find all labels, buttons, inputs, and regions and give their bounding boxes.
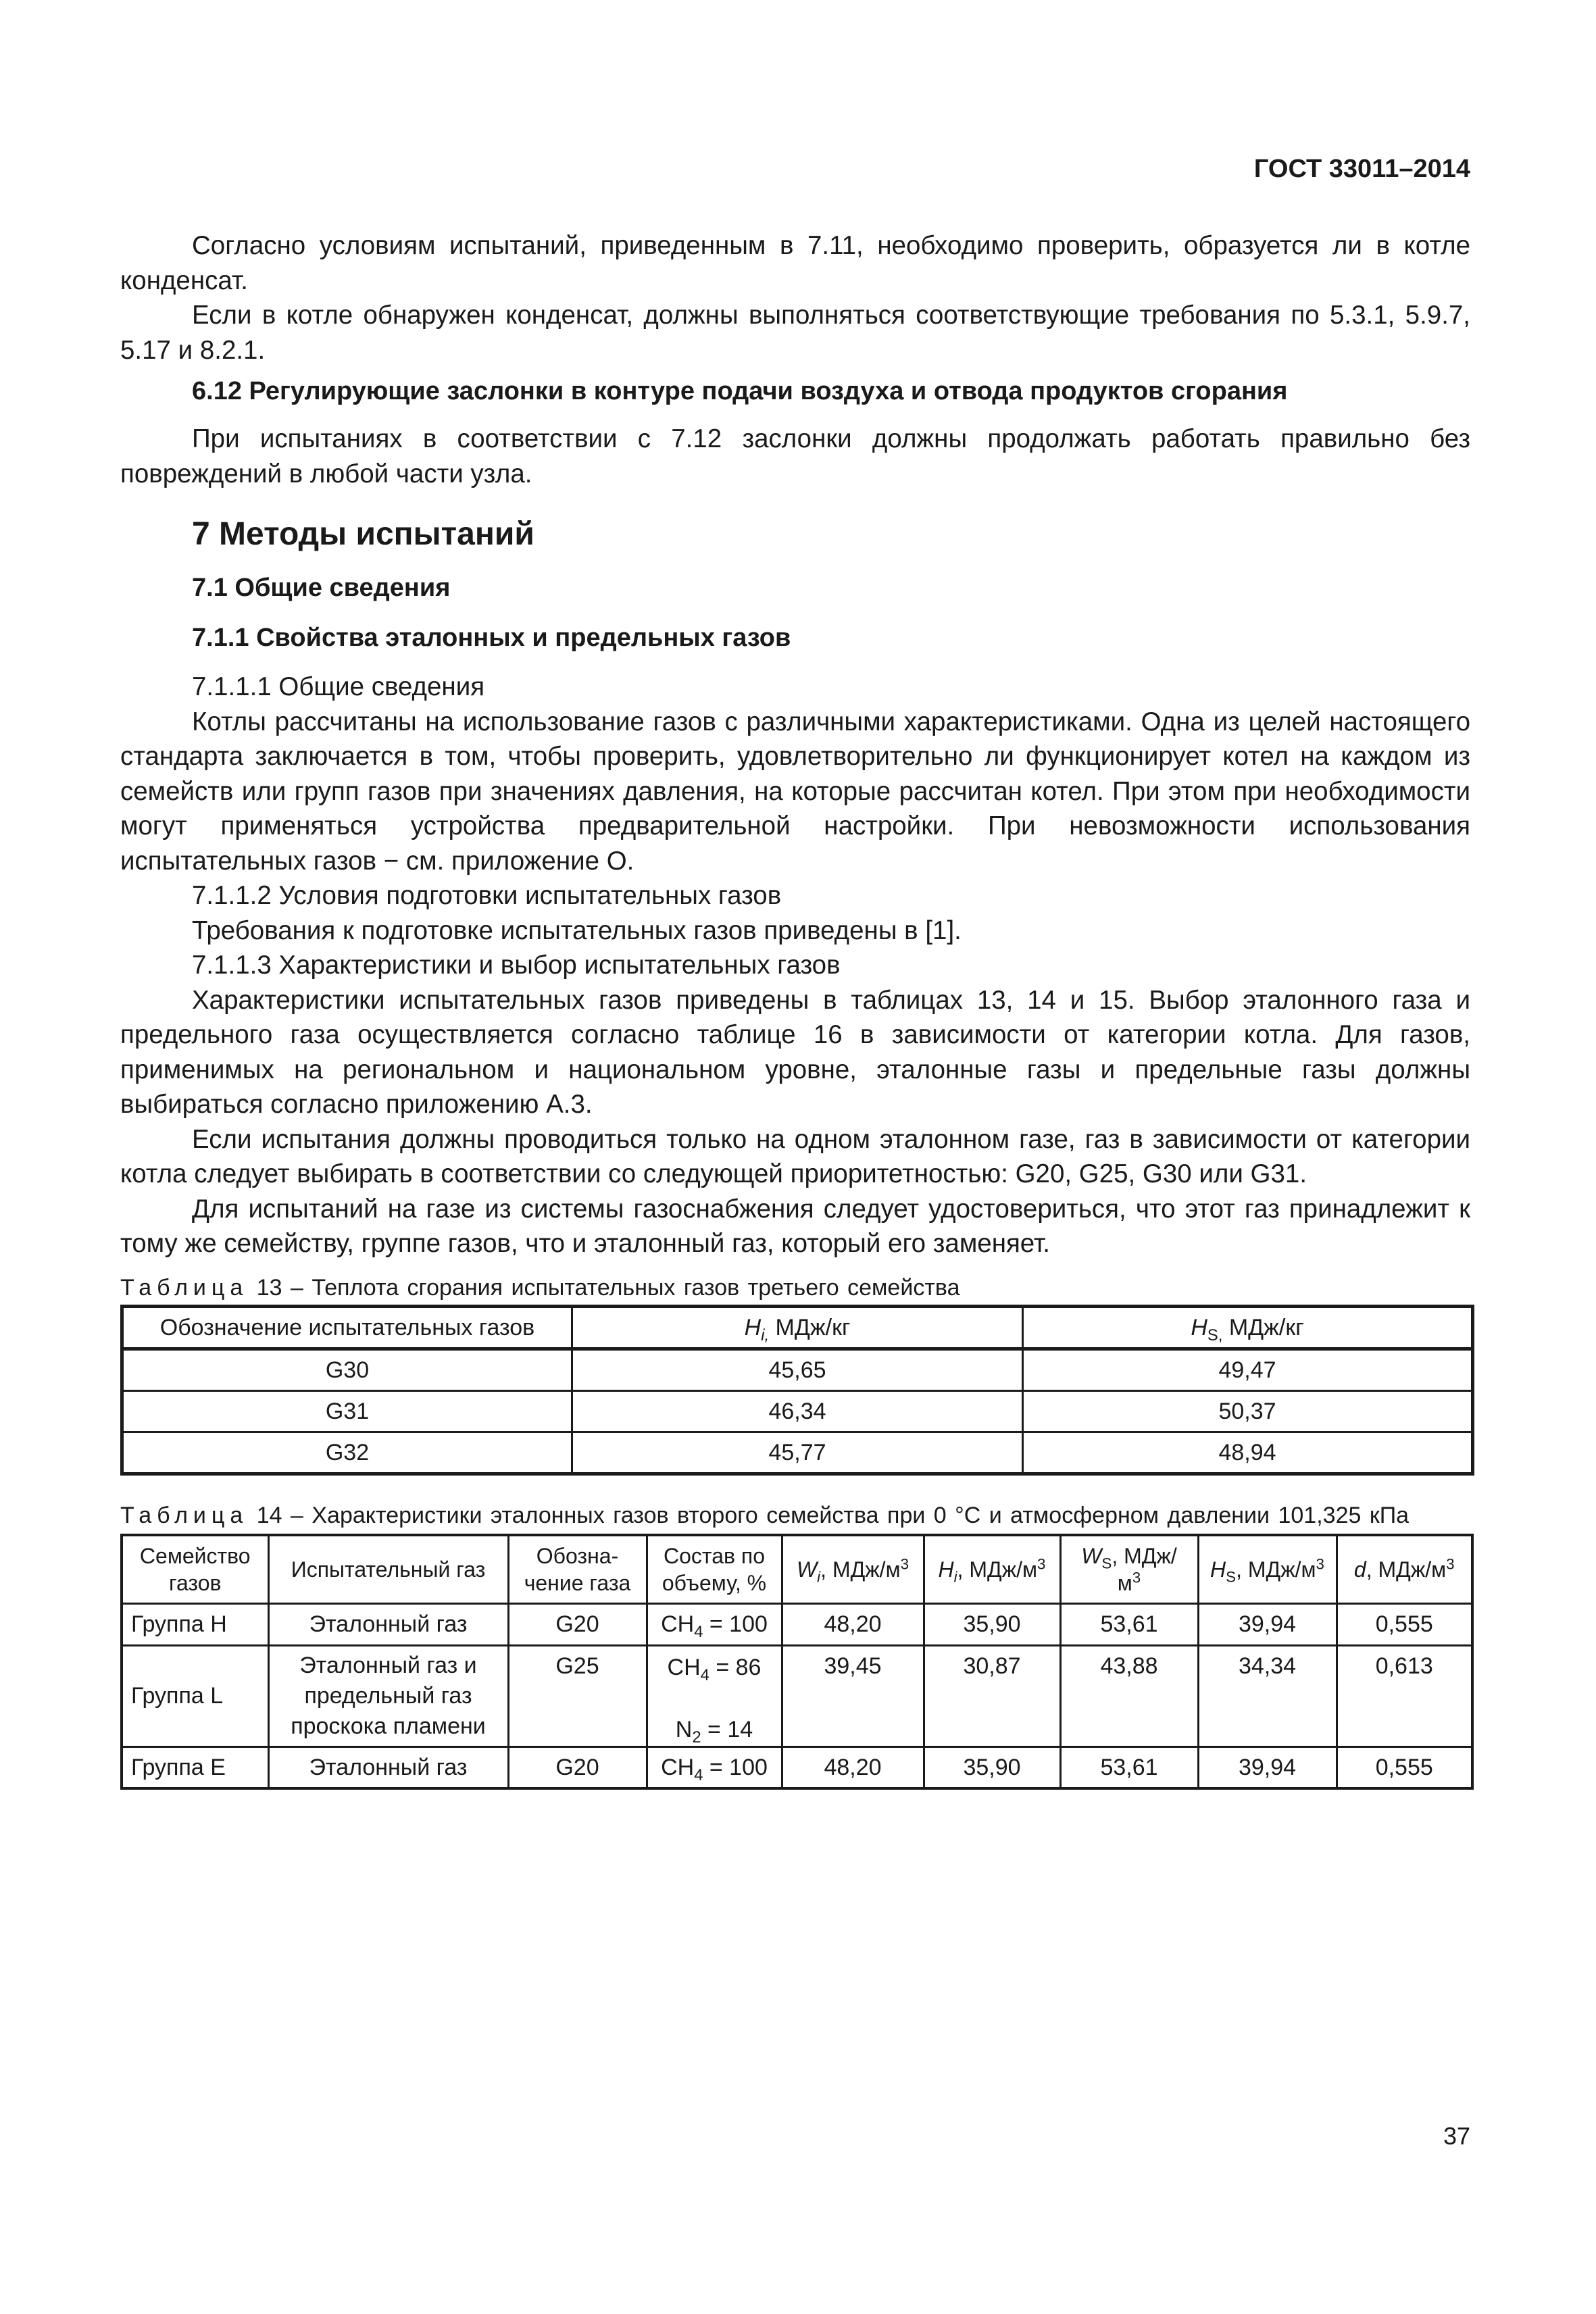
table-14-caption-word: Таблица — [120, 1502, 249, 1528]
table-14-cell-test-gas — [268, 1645, 508, 1746]
paragraph-condensate-requirements: Если в котле обнаружен конденсат, должны выполняться соответствующие требования по 5.3.1, 5.9.7, 5.17 и 8.2.1. — [120, 301, 1470, 365]
paragraph-dampers: При испытаниях в соответствии с 7.12 заслонки должны продолжать работать правильно без повреждений в любой части узла. — [120, 424, 1470, 488]
paragraph-condensate-check: Согласно условиям испытаний, приведенным в 7.11, необходимо проверить, образуется ли в котле конденсат. — [120, 231, 1470, 295]
table-14-header-designation: Обозна-чение газа — [508, 1535, 647, 1604]
ws-exponent: 3 — [1132, 1568, 1141, 1586]
table-14-header-hi — [924, 1535, 1060, 1604]
paragraph-supply-gas: Для испытаний на газе из системы газоснабжения следует удостовериться, что этот газ принадлежит к тому же семейству, группе газов, что и эталонный газ, который его заменяет. — [120, 1194, 1470, 1258]
table-14-header-composition: Состав по объему, % — [647, 1535, 782, 1604]
table-14-caption-text: 14 – Характеристики эталонных газов второго семейства при 0 °С и атмосферном давлении 101,325 кПа — [248, 1502, 1410, 1528]
table-14-cell-hs: 34,34 — [1198, 1645, 1337, 1746]
document-code-header: ГОСТ 33011–2014 — [1253, 155, 1470, 183]
table-14-cell-d: 0,613 — [1337, 1645, 1472, 1746]
comp-formula: CH — [667, 1654, 701, 1680]
table-14-cell-hi: 35,90 — [924, 1603, 1060, 1645]
wi-unit: , МДж/м — [820, 1557, 901, 1582]
table-14-cell-ws: 53,61 — [1060, 1746, 1198, 1788]
hi-unit: МДж/кг — [769, 1314, 851, 1340]
d-unit: , МДж/м — [1366, 1557, 1447, 1582]
heading-7-1-1: 7.1.1 Свойства эталонных и предельных газов — [192, 624, 791, 652]
test-gas-line-1: Эталонный газ и — [299, 1652, 477, 1678]
hs-subscript: S — [1226, 1567, 1237, 1585]
table-row — [122, 1645, 1472, 1746]
hs-symbol: H — [1191, 1314, 1207, 1340]
table-14-cell-d: 0,555 — [1337, 1746, 1472, 1788]
comp-formula: CH — [661, 1611, 695, 1637]
table-14-header-family: Семейство газов — [122, 1535, 268, 1604]
table-14-cell-test-gas: Эталонный газ — [268, 1603, 508, 1645]
wi-symbol: W — [796, 1557, 818, 1582]
table-14-cell-hi: 30,87 — [924, 1645, 1060, 1746]
hs-unit: МДж/кг — [1222, 1314, 1304, 1340]
ws-symbol: W — [1081, 1543, 1102, 1568]
ws-subscript: S — [1101, 1554, 1112, 1571]
comp-formula: CH — [661, 1754, 695, 1780]
wi-exponent: 3 — [900, 1555, 909, 1572]
comp-subscript: 4 — [694, 1765, 703, 1784]
table-13-header-designation: Обозначение испытательных газов — [122, 1306, 572, 1349]
heading-6-12: 6.12 Регулирующие заслонки в контуре подачи воздуха и отвода продуктов сгорания — [192, 377, 1288, 405]
paragraph-single-reference-gas: Если испытания должны проводиться только на одном эталонном газе, газ в зависимости от категории котла следует выбирать в соответствии со следующей приоритетностью: G20, G25, G30 или G31. — [120, 1124, 1470, 1188]
table-row — [122, 1349, 1473, 1390]
table-14-cell-composition — [647, 1645, 782, 1746]
table-row — [122, 1432, 1473, 1474]
table-14-cell-composition — [647, 1746, 782, 1788]
hs-unit: , МДж/м — [1236, 1557, 1316, 1582]
table-14-cell-wi: 48,20 — [782, 1603, 924, 1645]
comp-value: = 100 — [703, 1754, 768, 1780]
heading-7-1: 7.1 Общие сведения — [192, 574, 451, 602]
hi-subscript: i — [953, 1567, 957, 1585]
paragraph-boilers-gases: Котлы рассчитаны на использование газов с различными характеристиками. Одна из целей настоящего стандарта заключается в том, чтобы проверить, удовлетворительно ли функционирует котел на каждом из семейств или групп газов при значениях давления, на которые рассчитан котел. При этом при необходимости могут применяться устройства предварительной настройки. При невозможности использования испытательных газов − см. приложение О. — [120, 707, 1470, 876]
table-13-cell-hs: 50,37 — [1023, 1390, 1473, 1432]
subheading-7-1-1-1: 7.1.1.1 Общие сведения — [192, 672, 485, 701]
table-14-cell-designation: G25 — [508, 1645, 647, 1746]
table-14-cell-hs: 39,94 — [1198, 1603, 1337, 1645]
hi-symbol: H — [938, 1557, 954, 1582]
table-13-cell-hs: 49,47 — [1023, 1349, 1473, 1390]
ws-unit: , МДж/ — [1112, 1543, 1177, 1568]
comp-subscript: 4 — [694, 1622, 703, 1641]
paragraph-gas-characteristics: Характеристики испытательных газов приведены в таблицах 13, 14 и 15. Выбор эталонного газа и предельного газа осуществляется согласно таблице 16 в зависимости от категории котла. Для газов, применимых на региональном и национальном уровне, эталонные газы и предельные газы должны выбираться согласно приложению А.3. — [120, 985, 1470, 1119]
subheading-7-1-1-3: 7.1.1.3 Характеристики и выбор испытательных газов — [192, 951, 841, 980]
table-14-cell-d: 0,555 — [1337, 1603, 1472, 1645]
table-13-cell-gas: G32 — [122, 1432, 572, 1474]
hs-symbol: H — [1210, 1557, 1226, 1582]
table-14-cell-composition — [647, 1603, 782, 1645]
table-14-header-hs — [1198, 1535, 1337, 1604]
comp-value: = 86 — [709, 1654, 762, 1680]
test-gas-line-2: предельный газ — [304, 1682, 472, 1709]
page-number: 37 — [1443, 2122, 1470, 2150]
table-13-cell-gas: G31 — [122, 1390, 572, 1432]
table-14 — [120, 1534, 1474, 1790]
page-content — [120, 228, 1470, 1790]
table-14-cell-designation: G20 — [508, 1603, 647, 1645]
table-13-cell-hs: 48,94 — [1023, 1432, 1473, 1474]
d-symbol: d — [1353, 1557, 1366, 1582]
table-14-header-row — [122, 1535, 1472, 1604]
table-13-header-row — [122, 1306, 1473, 1349]
test-gas-line-3: проскока пламени — [291, 1713, 486, 1739]
table-13-header-hs — [1023, 1306, 1473, 1349]
hi-unit: , МДж/м — [957, 1557, 1038, 1582]
table-14-cell-wi: 48,20 — [782, 1746, 924, 1788]
ws-unit-line2: м — [1117, 1570, 1132, 1595]
hi-exponent: 3 — [1037, 1555, 1046, 1572]
table-14-cell-test-gas: Эталонный газ — [268, 1746, 508, 1788]
comp-subscript: 4 — [700, 1665, 709, 1684]
hs-exponent: 3 — [1316, 1555, 1324, 1572]
table-14-header-test-gas: Испытательный газ — [268, 1535, 508, 1604]
table-row — [122, 1603, 1472, 1645]
table-13-cell-hi: 45,77 — [572, 1432, 1023, 1474]
table-row — [122, 1390, 1473, 1432]
table-14-header-d — [1337, 1535, 1472, 1604]
hi-subscript: i, — [761, 1326, 770, 1344]
table-14-cell-hs: 39,94 — [1198, 1746, 1337, 1788]
table-row — [122, 1746, 1472, 1788]
table-14-cell-ws: 43,88 — [1060, 1645, 1198, 1746]
table-14-cell-family: Группа L — [122, 1645, 268, 1746]
table-14-cell-family: Группа Е — [122, 1746, 268, 1788]
table-13-cell-gas: G30 — [122, 1349, 572, 1390]
comp-value: = 100 — [703, 1611, 768, 1637]
table-14-header-ws — [1060, 1535, 1198, 1604]
table-13-cell-hi: 46,34 — [572, 1390, 1023, 1432]
comp-formula-n2: N — [675, 1716, 693, 1742]
table-14-cell-wi: 39,45 — [782, 1645, 924, 1746]
hi-symbol: H — [744, 1314, 762, 1340]
hs-subscript: S, — [1207, 1326, 1223, 1344]
table-13-caption-word: Таблица — [120, 1274, 249, 1301]
table-14-caption — [120, 1501, 1470, 1530]
table-14-cell-designation: G20 — [508, 1746, 647, 1788]
table-13-header-hi — [572, 1306, 1023, 1349]
table-13-caption-text: 13 – Теплота сгорания испытательных газов третьего семейства — [248, 1274, 960, 1301]
comp-subscript-n2: 2 — [692, 1728, 701, 1746]
heading-7: 7 Методы испытаний — [192, 516, 534, 552]
table-13-cell-hi: 45,65 — [572, 1349, 1023, 1390]
wi-subscript: i — [817, 1567, 821, 1585]
table-14-cell-ws: 53,61 — [1060, 1603, 1198, 1645]
table-14-cell-hi: 35,90 — [924, 1746, 1060, 1788]
d-exponent: 3 — [1446, 1555, 1455, 1572]
table-14-header-wi — [782, 1535, 924, 1604]
paragraph-gas-preparation: Требования к подготовке испытательных газов приведены в [1]. — [192, 915, 962, 945]
table-14-cell-family: Группа Н — [122, 1603, 268, 1645]
table-13 — [120, 1305, 1474, 1476]
subheading-7-1-1-2: 7.1.1.2 Условия подготовки испытательных газов — [192, 881, 782, 910]
comp-value-n2: = 14 — [701, 1716, 753, 1742]
table-13-caption — [120, 1274, 1470, 1302]
